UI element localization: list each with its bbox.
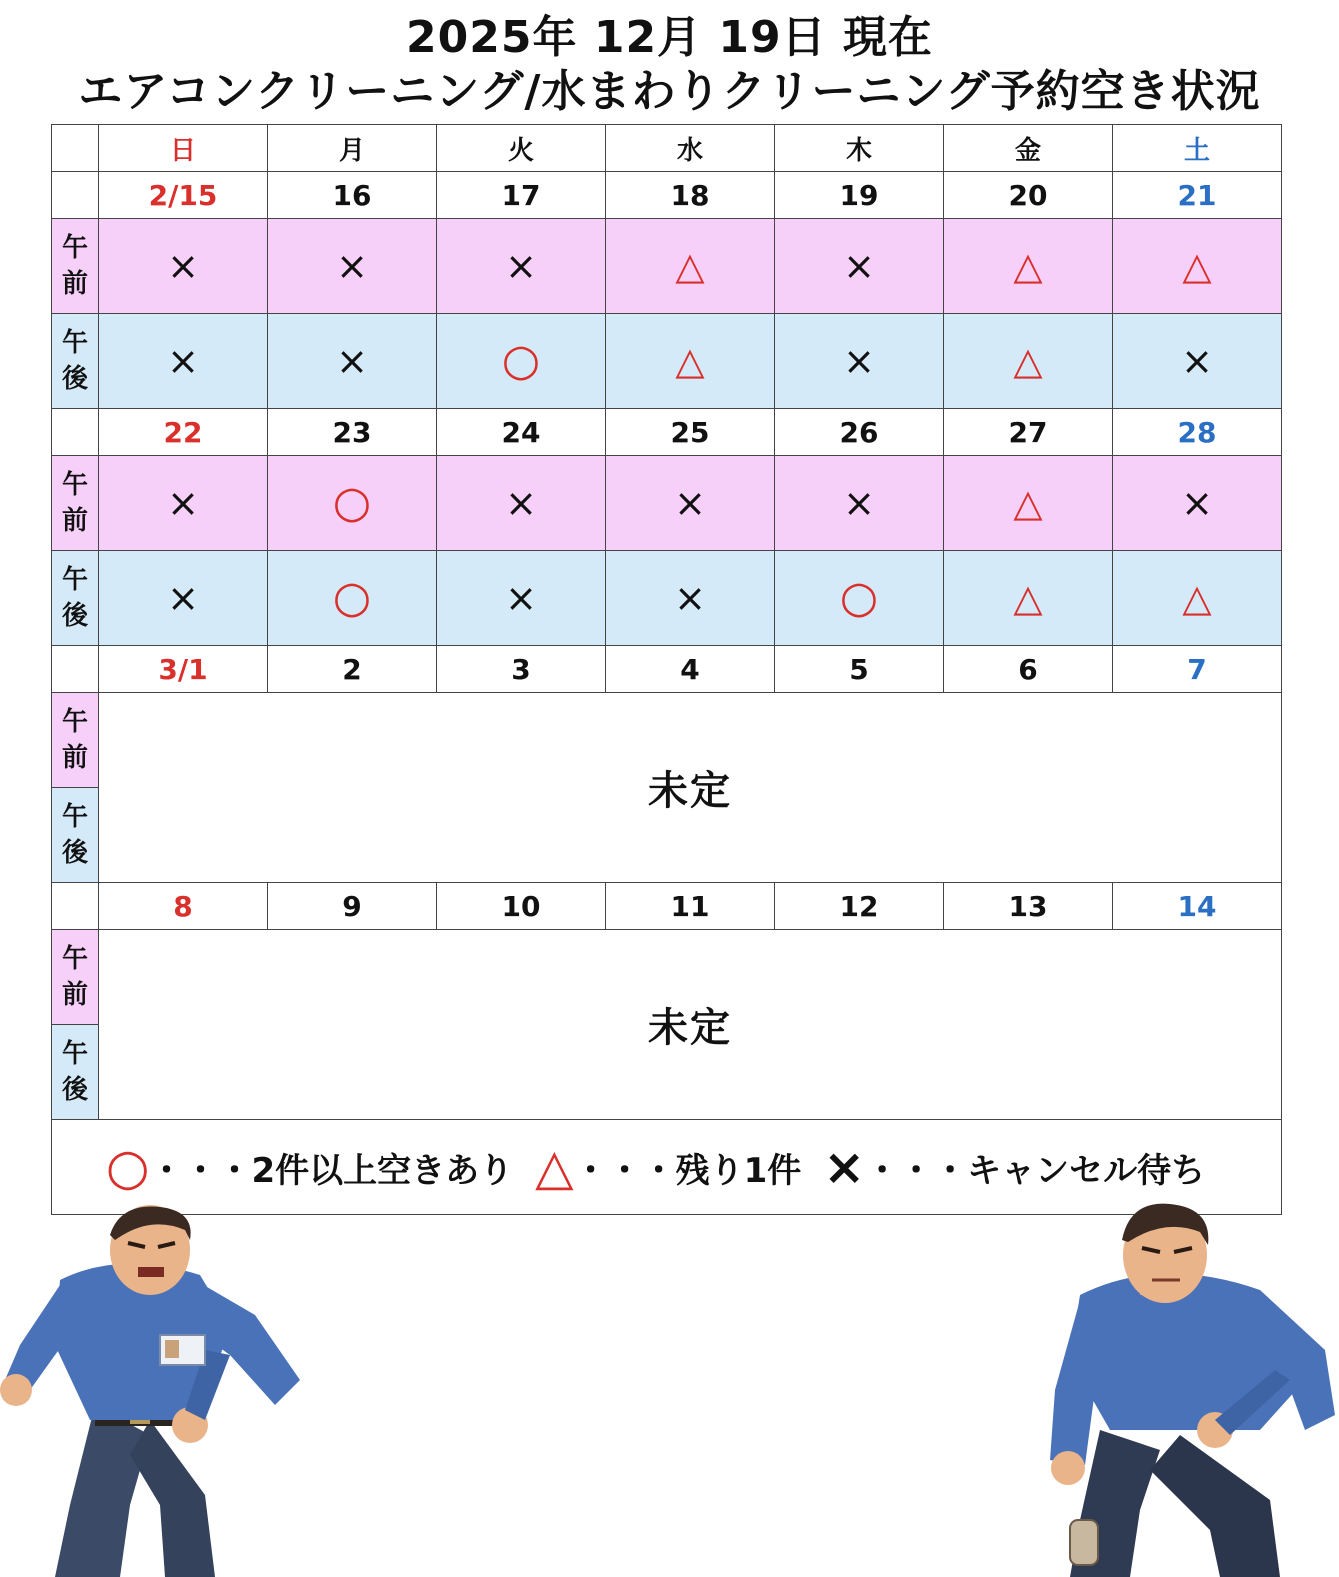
- availability-mark: ×: [336, 339, 368, 383]
- availability-mark: △: [1013, 339, 1043, 383]
- weekday-header: 月: [268, 125, 437, 172]
- morning-slot: [606, 456, 775, 551]
- page-title-date: 2025年 12月 19日 現在: [406, 12, 933, 63]
- date-cell: 21: [1113, 172, 1282, 219]
- date-cell: 13: [944, 883, 1113, 930]
- availability-mark: ○: [332, 572, 372, 623]
- availability-mark: ×: [505, 576, 537, 620]
- date-cell: 20: [944, 172, 1113, 219]
- afternoon-label: [52, 788, 99, 883]
- availability-mark: ×: [505, 244, 537, 288]
- afternoon-slot: [437, 314, 606, 409]
- legend-text: ・・・残り1件: [573, 1150, 802, 1191]
- morning-label: [52, 693, 99, 788]
- label-char: 午: [61, 470, 88, 500]
- availability-mark: ×: [1181, 481, 1213, 525]
- morning-label: [52, 456, 99, 551]
- undecided-block: 未定: [99, 930, 1282, 1120]
- afternoon-label: [52, 551, 99, 646]
- label-char: 前: [61, 269, 88, 299]
- availability-mark: ×: [843, 481, 875, 525]
- date-cell: 5: [775, 646, 944, 693]
- weekday-header: 日: [99, 125, 268, 172]
- worker-running-illustration: [0, 1205, 310, 1577]
- label-char: 前: [61, 506, 88, 536]
- afternoon-slot: [944, 314, 1113, 409]
- date-cell: 2: [268, 646, 437, 693]
- afternoon-slot: [606, 314, 775, 409]
- afternoon-slot: [944, 551, 1113, 646]
- afternoon-slot: [1113, 551, 1282, 646]
- date-cell: 3: [437, 646, 606, 693]
- afternoon-slot: [99, 314, 268, 409]
- legend-triangle-mark: △: [535, 1138, 574, 1196]
- date-row-corner: [52, 409, 99, 456]
- date-cell: 4: [606, 646, 775, 693]
- date-row-corner: [52, 646, 99, 693]
- date-cell: 10: [437, 883, 606, 930]
- legend-text: ・・・2件以上空きあり: [149, 1150, 514, 1191]
- availability-mark: ○: [839, 572, 879, 623]
- availability-mark: ×: [336, 244, 368, 288]
- date-cell: 18: [606, 172, 775, 219]
- date-cell: 19: [775, 172, 944, 219]
- afternoon-slot: [606, 551, 775, 646]
- afternoon-slot: [775, 314, 944, 409]
- afternoon-label: [52, 314, 99, 409]
- date-cell: 9: [268, 883, 437, 930]
- label-char: 後: [61, 1075, 88, 1105]
- date-cell: 22: [99, 409, 268, 456]
- availability-mark: ×: [843, 339, 875, 383]
- availability-mark: ○: [501, 335, 541, 386]
- undecided-block: 未定: [99, 693, 1282, 883]
- availability-mark: △: [1013, 481, 1043, 525]
- weekday-header: 火: [437, 125, 606, 172]
- availability-mark: ×: [1181, 339, 1213, 383]
- availability-mark: ×: [167, 339, 199, 383]
- morning-slot: [99, 456, 268, 551]
- weekday-header: 木: [775, 125, 944, 172]
- label-char: 午: [61, 328, 88, 358]
- morning-slot: [775, 456, 944, 551]
- label-char: 午: [61, 944, 88, 974]
- morning-slot: [437, 456, 606, 551]
- date-cell: 27: [944, 409, 1113, 456]
- morning-label: [52, 219, 99, 314]
- date-cell: 16: [268, 172, 437, 219]
- morning-slot: [437, 219, 606, 314]
- afternoon-slot: [775, 551, 944, 646]
- date-row-corner: [52, 883, 99, 930]
- availability-mark: △: [675, 339, 705, 383]
- date-cell: 23: [268, 409, 437, 456]
- date-cell: 25: [606, 409, 775, 456]
- label-char: 前: [61, 743, 88, 773]
- legend-text: ・・・キャンセル待ち: [865, 1150, 1206, 1191]
- afternoon-slot: [1113, 314, 1282, 409]
- afternoon-label: [52, 1025, 99, 1120]
- availability-mark: ×: [167, 576, 199, 620]
- availability-mark: ×: [167, 244, 199, 288]
- date-cell: 28: [1113, 409, 1282, 456]
- availability-mark: ×: [843, 244, 875, 288]
- label-char: 午: [61, 233, 88, 263]
- morning-slot: [268, 456, 437, 551]
- morning-slot: [1113, 219, 1282, 314]
- availability-mark: △: [1013, 244, 1043, 288]
- availability-mark: ×: [167, 481, 199, 525]
- afternoon-slot: [99, 551, 268, 646]
- availability-mark: ×: [505, 481, 537, 525]
- date-cell: 26: [775, 409, 944, 456]
- morning-slot: [944, 456, 1113, 551]
- availability-mark: ×: [674, 576, 706, 620]
- afternoon-slot: [268, 551, 437, 646]
- label-char: 午: [61, 707, 88, 737]
- weekday-header: 水: [606, 125, 775, 172]
- page-title: エアコンクリーニング/水まわりクリーニング予約空き状況: [78, 66, 1261, 117]
- weekday-header: 金: [944, 125, 1113, 172]
- label-char: 後: [61, 364, 88, 394]
- availability-mark: △: [1182, 576, 1212, 620]
- date-cell: 7: [1113, 646, 1282, 693]
- legend-cross-mark: ×: [823, 1138, 866, 1196]
- availability-calendar: [51, 124, 1282, 1215]
- date-cell: 17: [437, 172, 606, 219]
- header-corner: [52, 125, 99, 172]
- date-cell: 8: [99, 883, 268, 930]
- availability-mark: △: [1182, 244, 1212, 288]
- legend-circle-mark: ○: [105, 1138, 150, 1196]
- label-char: 後: [61, 838, 88, 868]
- morning-label: [52, 930, 99, 1025]
- morning-slot: [1113, 456, 1282, 551]
- date-cell: 14: [1113, 883, 1282, 930]
- date-cell: 24: [437, 409, 606, 456]
- morning-slot: [268, 219, 437, 314]
- label-char: 午: [61, 1039, 88, 1069]
- morning-slot: [944, 219, 1113, 314]
- date-cell: 2/15: [99, 172, 268, 219]
- date-cell: 11: [606, 883, 775, 930]
- availability-mark: ○: [332, 477, 372, 528]
- label-char: 後: [61, 601, 88, 631]
- date-row-corner: [52, 172, 99, 219]
- morning-slot: [99, 219, 268, 314]
- afternoon-slot: [437, 551, 606, 646]
- label-char: 午: [61, 802, 88, 832]
- afternoon-slot: [268, 314, 437, 409]
- label-char: 前: [61, 980, 88, 1010]
- availability-mark: △: [675, 244, 705, 288]
- date-cell: 12: [775, 883, 944, 930]
- morning-slot: [606, 219, 775, 314]
- label-char: 午: [61, 565, 88, 595]
- worker-kneeling-illustration: [1040, 1200, 1339, 1577]
- weekday-header: 土: [1113, 125, 1282, 172]
- morning-slot: [775, 219, 944, 314]
- date-cell: 3/1: [99, 646, 268, 693]
- date-cell: 6: [944, 646, 1113, 693]
- availability-mark: △: [1013, 576, 1043, 620]
- availability-mark: ×: [674, 481, 706, 525]
